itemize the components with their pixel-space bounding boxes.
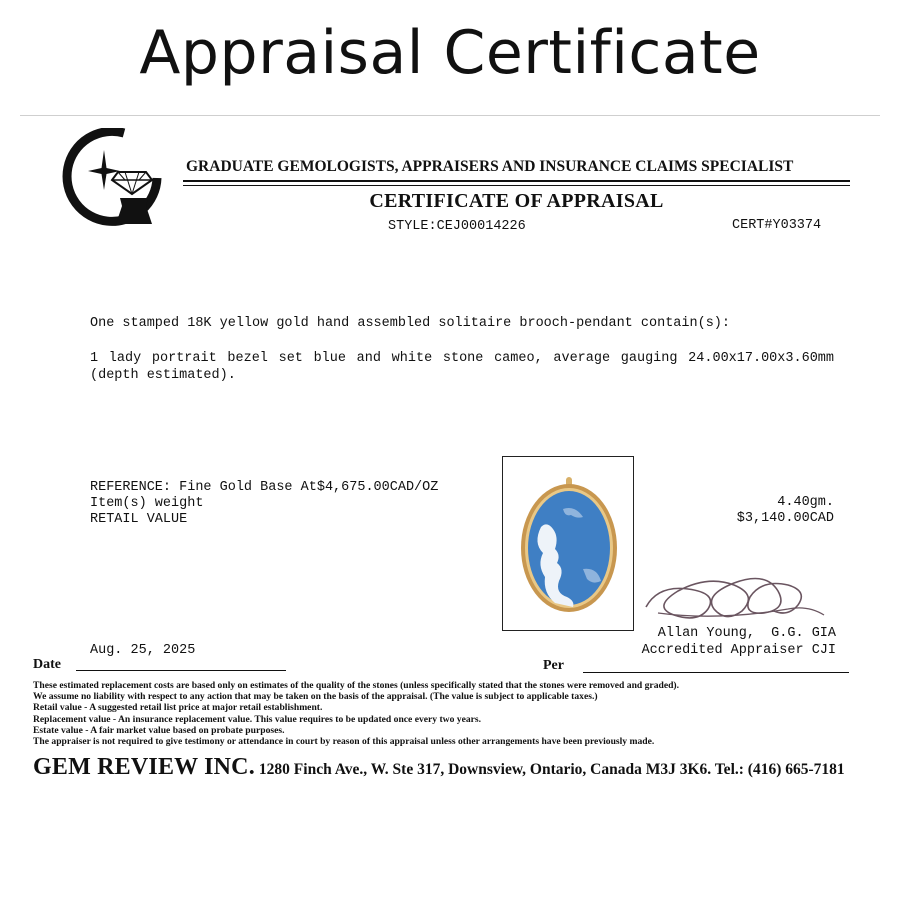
organization-name: GRADUATE GEMOLOGISTS, APPRAISERS AND INSURANCE CLAIMS SPECIALIST — [186, 158, 794, 175]
gemologist-logo-icon — [62, 128, 162, 228]
appraiser-title: Accredited Appraiser CJI — [641, 643, 836, 658]
header-rule-thin — [183, 185, 850, 186]
date-label: Date — [33, 657, 61, 672]
weight-label: Item(s) weight — [90, 496, 204, 511]
per-signature-line — [583, 672, 849, 673]
company-footer — [33, 754, 845, 781]
style-number: STYLE:CEJ00014226 — [388, 219, 526, 234]
disclaimer-line: Estate value - A fair market value based on probate purposes. — [33, 724, 285, 736]
certificate-number: CERT#Y03374 — [732, 218, 822, 233]
retail-value: $3,140.00CAD — [736, 511, 834, 526]
disclaimer-line: These estimated replacement costs are based only on estimates of the quality of the stones (unless specifically stated that the stones were removed and graded). — [33, 680, 680, 691]
cameo-pendant-photo — [502, 456, 634, 631]
per-label: Per — [543, 658, 564, 673]
reference-block — [90, 480, 438, 528]
item-description: One stamped 18K yellow gold hand assembled solitaire brooch-pendant contain(s): — [90, 316, 731, 331]
retail-label: RETAIL VALUE — [90, 512, 188, 527]
weight-value: 4.40gm. — [777, 495, 834, 510]
disclaimer-line: Replacement value - An insurance replacement value. This value requires to be updated once every two years. — [33, 713, 482, 725]
appraiser-block — [612, 625, 836, 659]
title-divider — [20, 115, 880, 116]
appraiser-name: Allan Young, G.G. GIA — [657, 626, 836, 641]
stone-description: 1 lady portrait bezel set blue and white stone cameo, average gauging 24.00x17.00x3.60mm (depth estimated). — [90, 351, 834, 383]
header-rule-thick — [183, 180, 850, 182]
footer-address: 1280 Finch Ave., W. Ste 317, Downsview, Ontario, Canada M3J 3K6. Tel.: (416) 665-7181 — [258, 761, 845, 778]
appraiser-signature — [638, 565, 838, 630]
disclaimer-line: We assume no liability with respect to any action that may be taken on the basis of the appraisal. (The value is subject to applicable taxes.) — [33, 691, 598, 703]
disclaimer-block — [33, 680, 883, 747]
certificate-heading: CERTIFICATE OF APPRAISAL — [369, 190, 664, 212]
reference-line: REFERENCE: Fine Gold Base At$4,675.00CAD/OZ — [90, 480, 439, 495]
appraisal-date: Aug. 25, 2025 — [90, 643, 196, 658]
date-signature-line — [76, 670, 286, 671]
footer-company-name: GEM REVIEW INC. — [33, 754, 255, 780]
disclaimer-line: The appraiser is not required to give testimony or attendance in court by reason of this appraisal unless other arrangements have been previously made. — [33, 736, 655, 748]
disclaimer-line: Retail value - A suggested retail list price at major retail establishment. — [33, 702, 323, 714]
page-title: Appraisal Certificate — [139, 18, 761, 88]
